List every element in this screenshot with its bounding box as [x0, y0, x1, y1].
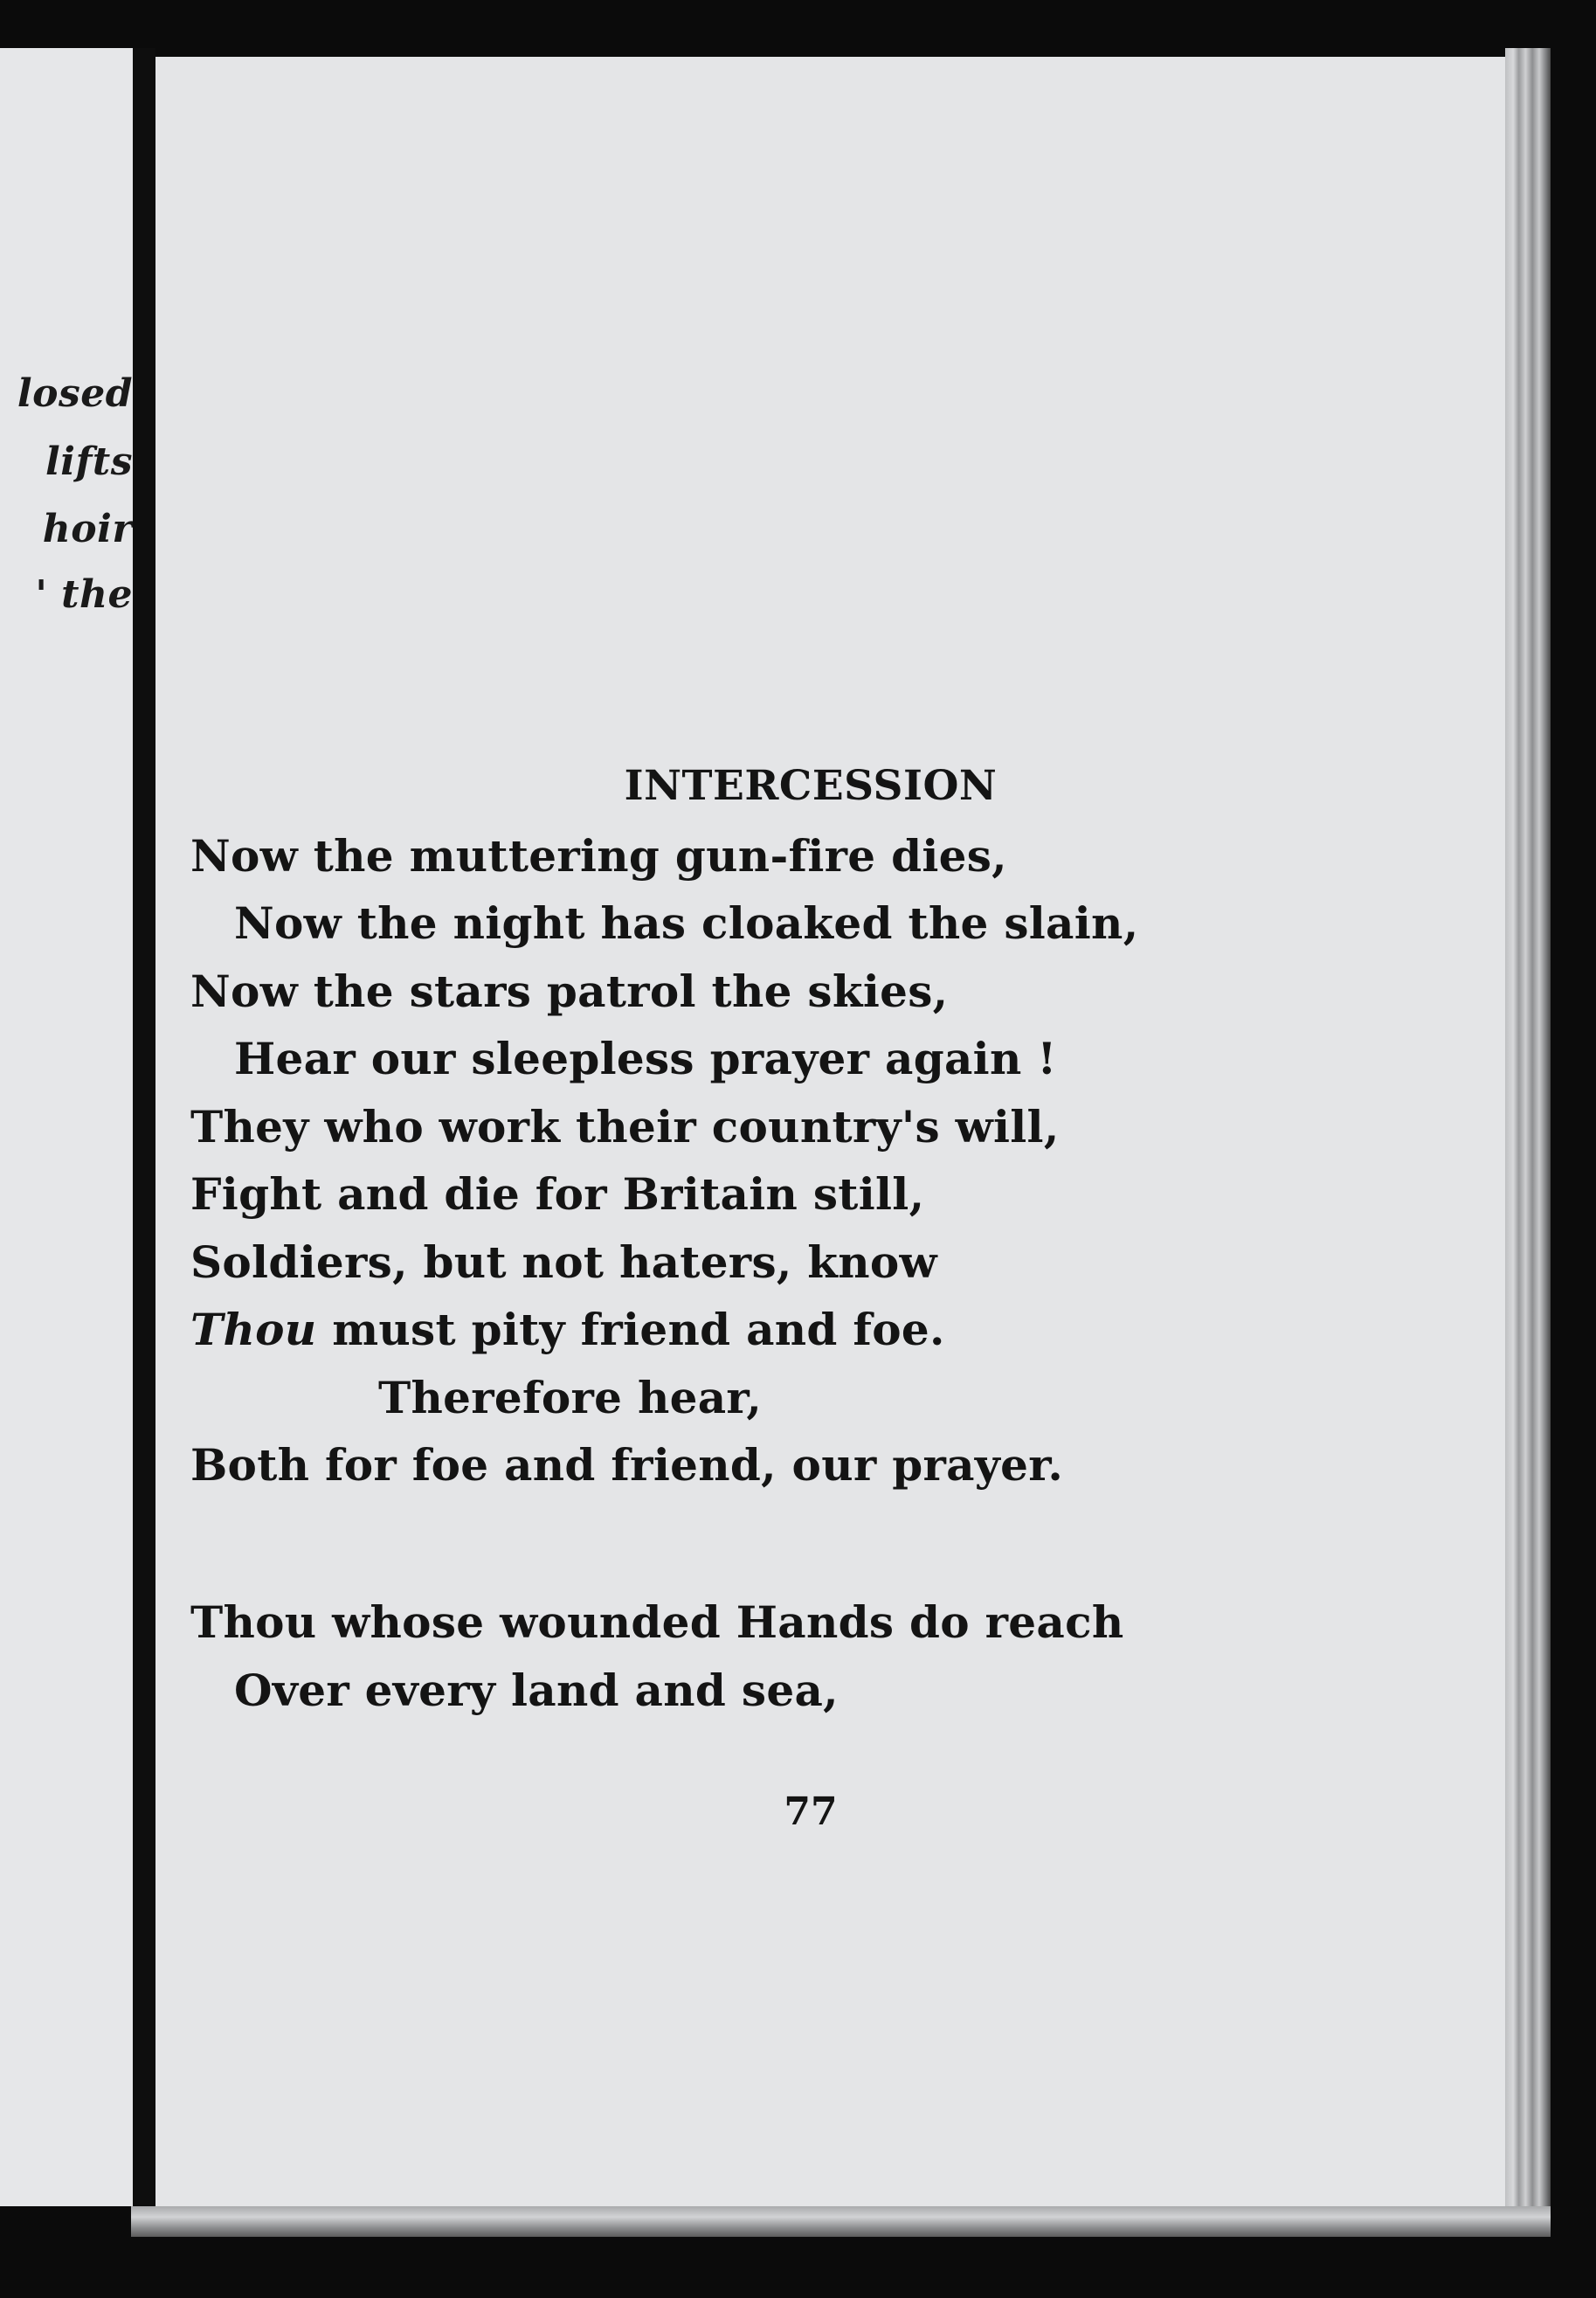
left-page-fragment: losed	[17, 371, 133, 416]
verse-line: Hear our sleepless prayer again !	[234, 1033, 1057, 1084]
verse-line: Fight and die for Britain still,	[190, 1168, 925, 1220]
page-bottom-edge	[131, 2206, 1551, 2237]
verse-line: Now the stars patrol the skies,	[190, 966, 949, 1017]
page-number: 77	[784, 1789, 838, 1834]
verse-line: Thou whose wounded Hands do reach	[190, 1596, 1124, 1648]
left-page-fragment: ' the	[35, 572, 133, 617]
book-gutter	[133, 48, 155, 2211]
verse-line: Soldiers, but not haters, know	[190, 1236, 937, 1288]
verse-line: Now the muttering gun-fire dies,	[190, 830, 1007, 882]
left-page-fragment: hoir	[42, 507, 133, 551]
page-stack-edge	[1505, 48, 1551, 2219]
verse-line-with-italic	[190, 1304, 945, 1355]
verse-line: Over every land and sea,	[234, 1665, 839, 1716]
book-page	[155, 57, 1505, 2206]
poem-title: INTERCESSION	[624, 762, 998, 810]
verse-line: Both for foe and friend, our prayer.	[190, 1439, 1064, 1491]
previous-page-edge	[0, 48, 133, 2206]
verse-line-rest: must pity friend and foe.	[332, 1304, 945, 1355]
italic-word: Thou	[190, 1304, 317, 1355]
verse-line: Therefore hear,	[378, 1372, 763, 1423]
verse-line: Now the night has cloaked the slain,	[234, 897, 1139, 949]
verse-line: They who work their country's will,	[190, 1101, 1060, 1152]
left-page-fragment: lifts	[45, 440, 133, 484]
